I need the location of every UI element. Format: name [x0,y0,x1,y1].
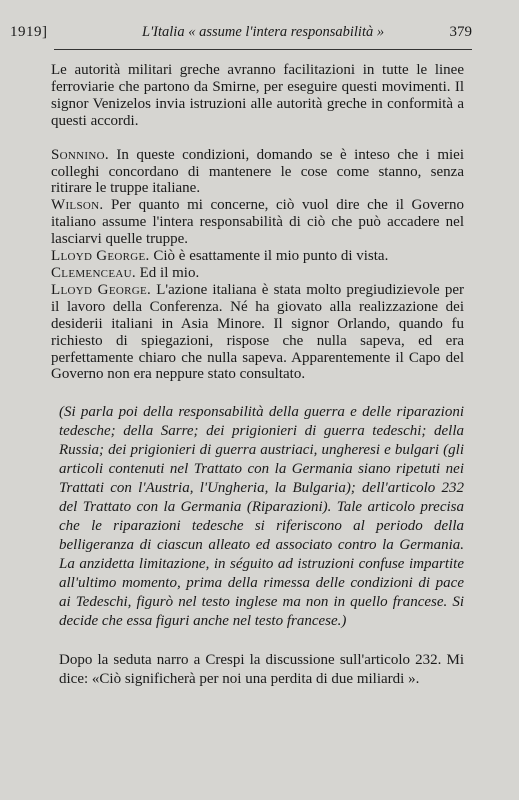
paragraph-greek-authorities: Le autorità militari greche avranno facilitazioni in tutte le linee ferroviarie che partono da Smirne, per eseguire questi movimenti. Il signor Venizelos invia istruzioni alle autorità greche in conformità a questi accordi. [51,62,464,129]
speaker-name: Wilson. [51,197,104,214]
speaker-name: Clemenceau. [51,264,136,281]
page-number: 379 [449,24,472,40]
speech-sonnino [51,147,464,198]
header-rule [54,49,472,50]
speech-lloyd-george-2 [51,282,464,383]
header-year: 1919] [10,24,48,40]
closing-paragraph: Dopo la seduta narro a Crespi la discussione sull'articolo 232. Mi dice: «Ciò significherà per noi una perdita di due miliardi ». [59,652,464,688]
speech-clemenceau [51,265,464,282]
speaker-name: Lloyd George. [51,281,152,298]
page-body [51,62,464,689]
running-header [10,24,472,50]
speech-text: Ed il mio. [139,264,200,281]
speech-text: Per quanto mi concerne, ciò vuol dire che il Governo italiano assume l'intera responsabilità di ciò che può accadere nel lasciarvi quelle truppe. [51,197,465,248]
speech-lloyd-george-1 [51,248,464,265]
speech-wilson [51,197,464,248]
speech-text: L'azione italiana è stata molto pregiudizievole per il lavoro della Conferenza. Né ha giovato alla realizzazione dei desiderii italiani in Asia Minore. Il signor Orlando, quando fu richiesto di spiegazioni, rispose che nulla sapeva, ed era perfettamente chiaro che nulla sapeva. Apparentemente il Capo del Governo non era neppure stato consultato. [51,281,465,383]
speaker-name: Sonnino. [51,146,109,163]
speaker-name: Lloyd George. [51,248,150,265]
speech-text: In queste condizioni, domando se è inteso che i miei colleghi concordano di mantenere le cose come stanno, senza ritirare le truppe italiane. [51,146,464,197]
header-title: L'Italia « assume l'intera responsabilità » [142,24,385,40]
italic-summary: (Si parla poi della responsabilità della guerra e delle riparazioni tedesche; della Sarre; dei prigionieri di guerra tedeschi; della Russia; dei prigionieri di guerra austriaci, ungheresi e bulgari (gli articoli contenuti nel Trattato con la Germania siano ripetuti nei Trattati con l'Austria, l'Ungheria, la Bulgaria); dell'articolo 232 del Trattato con la Germania (Riparazioni). Tale articolo precisa che le riparazioni tedesche si riferiscono al periodo della belligeranza di ciascun alleato ed associato contro la Germania. La anzidetta limitazione, in séguito ad istruzioni confuse impartite all'ultimo momento, prima della rimessa delle condizioni di pace ai Tedeschi, figurò nel testo inglese ma non in quello francese. Si decide che essa figuri anche nel testo francese.) [59,404,464,630]
speech-text: Ciò è esattamente il mio punto di vista. [153,248,389,265]
